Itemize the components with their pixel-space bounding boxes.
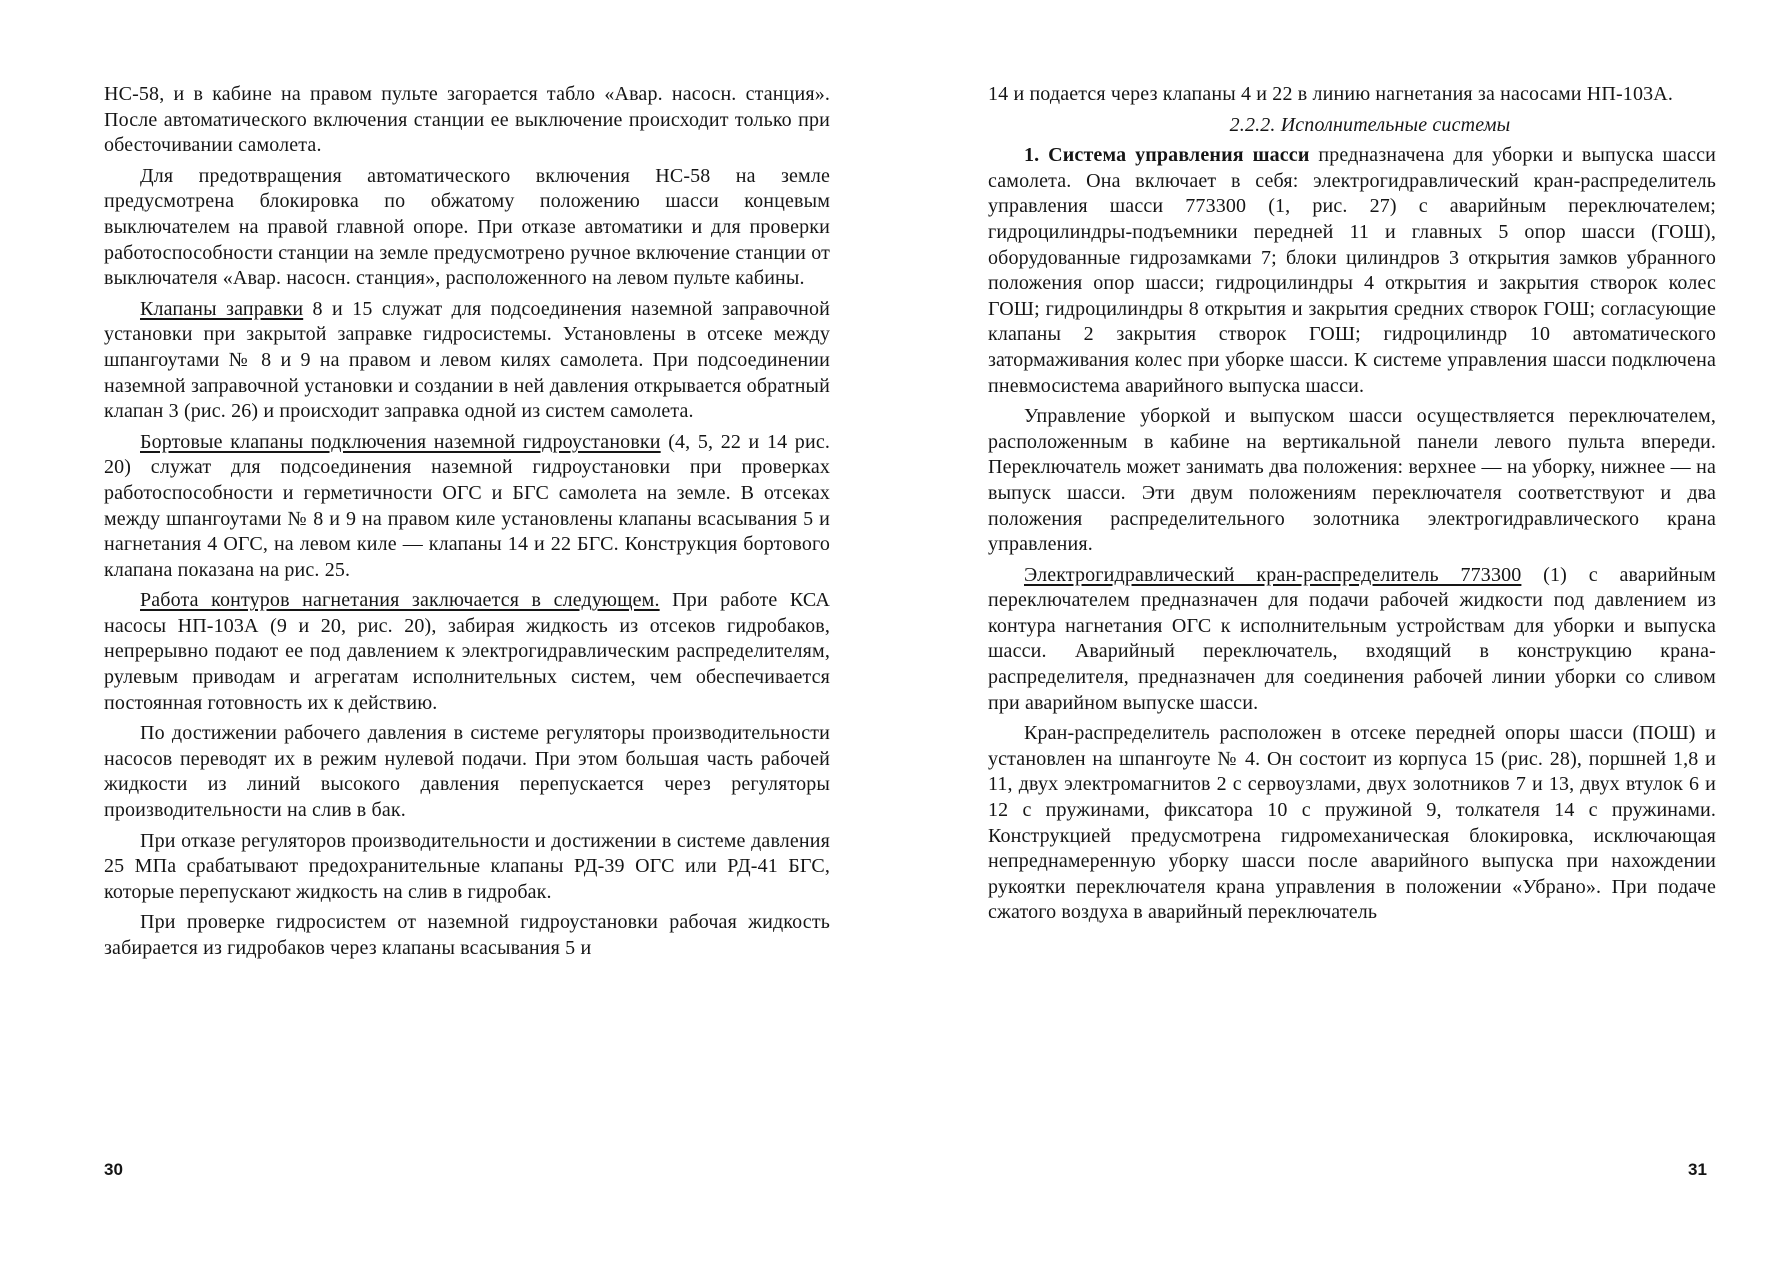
section-heading: 2.2.2. Исполнительные системы <box>1229 113 1511 136</box>
page-number: 31 <box>1688 1160 1707 1179</box>
paragraph: При проверке гидросистем от наземной гидроустановки рабочая жидкость забирается из гидробаков через клапаны всасывания 5 и <box>104 911 830 959</box>
underlined-term: Электрогидравлический кран-распределитель 773300 <box>1024 563 1522 586</box>
underlined-term: Бортовые клапаны подключения наземной гидроустановки <box>140 430 661 453</box>
paragraph: Бортовые клапаны подключения наземной гидроустановки (4, 5, 22 и 14 рис. 20) служат для подсоединения наземной гидроустановки при проверках работоспособности и герметичности ОГС и БГС самолета на земле. В отсеках между шпангоутами № 8 и 9 на правом киле установлены клапаны всасывания 5 и нагнетания 4 ОГС, на левом киле — клапаны 14 и 22 БГС. Конструкция бортового клапана показана на рис. 25. <box>104 430 830 581</box>
page-number: 30 <box>104 1160 123 1179</box>
paragraph: Для предотвращения автоматического включения НС-58 на земле предусмотрена блокировка по обжатому положению шасси концевым выключателем на правой главной опоре. При отказе автоматики и для проверки работоспособности станции на земле предусмотрено ручное включение станции от выключателя «Авар. насосн. станция», расположенного на левом пульте кабины. <box>104 164 830 290</box>
right-page <box>893 0 1787 1263</box>
paragraph: Работа контуров нагнетания заключается в следующем. При работе КСА насосы НП-103А (9 и 20, рис. 20), забирая жидкость из отсеков гидробаков, непрерывно подают ее под давлением к электрогидравлическим распределителям, рулевым приводам и агрегатам исполнительных систем, чем обеспечивается постоянная готовность их к действию. <box>104 589 830 714</box>
left-page <box>0 0 893 1263</box>
left-page-text <box>104 82 830 967</box>
paragraph: Клапаны заправки 8 и 15 служат для подсоединения наземной заправочной установки при закрытой заправке гидросистемы. Установлены в отсеке между шпангоутами № 8 и 9 на правом и левом килях самолета. При подсоединении наземной заправочной установки и создании в ней давления открывается обратный клапан 3 (рис. 26) и происходит заправка одной из систем самолета. <box>104 297 831 423</box>
bold-term: 1. Система управления шасси <box>1024 144 1310 167</box>
underlined-term: Работа контуров нагнетания заключается в следующем. <box>140 589 660 612</box>
paragraph: По достижении рабочего давления в системе регуляторы производительности насосов переводят их в режим нулевой подачи. При этом большая часть рабочей жидкости из линий высокого давления перепускается через регуляторы производительности на слив в бак. <box>104 722 830 822</box>
paragraph: Управление уборкой и выпуском шасси осуществляется переключателем, расположенным в кабине на вертикальной панели левого пульта впереди. Переключатель может занимать два положения: верхнее — на уборку, нижнее — на выпуск шасси. Эти двум положениям переключателя соответствуют и два положения распределительного золотника электрогидравлического крана управления. <box>988 405 1716 556</box>
paragraph: Кран-распределитель расположен в отсеке передней опоры шасси (ПОШ) и установлен на шпангоуте № 4. Он состоит из корпуса 15 (рис. 28), поршней 1,8 и 11, двух электромагнитов 2 с сервоузлами, двух золотников 7 и 13, двух втулок 6 и 12 с пружинами, фиксатора 10 с пружиной 9, толкателя 14 с пружинами. Конструкцией предусмотрена гидромеханическая блокировка, исключающая непреднамеренную уборку шасси после аварийного выпуска при нахождении рукоятки переключателя крана управления в положении «Убрано». При подаче сжатого воздуха в аварийный переключатель <box>988 722 1716 924</box>
right-page-text <box>988 82 1716 931</box>
paragraph: Электрогидравлический кран-распределитель 773300 (1) с аварийным переключателем предназначен для подачи рабочей жидкости под давлением из контура нагнетания ОГС к исполнительным устройствам для уборки и выпуска шасси. Аварийный переключатель, входящий в конструкцию крана-распределителя, предназначен для соединения рабочей линии уборки со сливом при аварийном выпуске шасси. <box>988 563 1716 714</box>
paragraph: При отказе регуляторов производительности и достижении в системе давления 25 МПа срабатывают предохранительные клапаны РД-39 ОГС или РД-41 БГС, которые перепускают жидкость на слив в гидробак. <box>104 829 830 903</box>
paragraph: НС-58, и в кабине на правом пульте загорается табло «Авар. насосн. станция». После автоматического включения станции ее выключение происходит только при обесточивании самолета. <box>104 83 830 157</box>
paragraph: 1. Система управления шасси предназначена для уборки и выпуска шасси самолета. Она включает в себя: электрогидравлический кран-распределитель управления шасси 773300 (1, рис. 27) с аварийным переключателем; гидроцилиндры-подъемники передней 11 и главных 5 опор шасси (ГОШ), оборудованные гидрозамками 7; блоки цилиндров 3 открытия замков убранного положения опор шасси; гидроцилиндры 4 открытия и закрытия створок колес ГОШ; гидроцилиндры 8 открытия и закрытия средних створок ГОШ; согласующие клапаны 2 закрытия створок ГОШ; гидроцилиндр 10 автоматического затормаживания колес при уборке шасси. К системе управления шасси подключена пневмосистема аварийного выпуска шасси. <box>988 144 1716 397</box>
paragraph: 14 и подается через клапаны 4 и 22 в линию нагнетания за насосами НП-103А. <box>988 83 1673 105</box>
underlined-term: Клапаны заправки <box>140 297 304 320</box>
